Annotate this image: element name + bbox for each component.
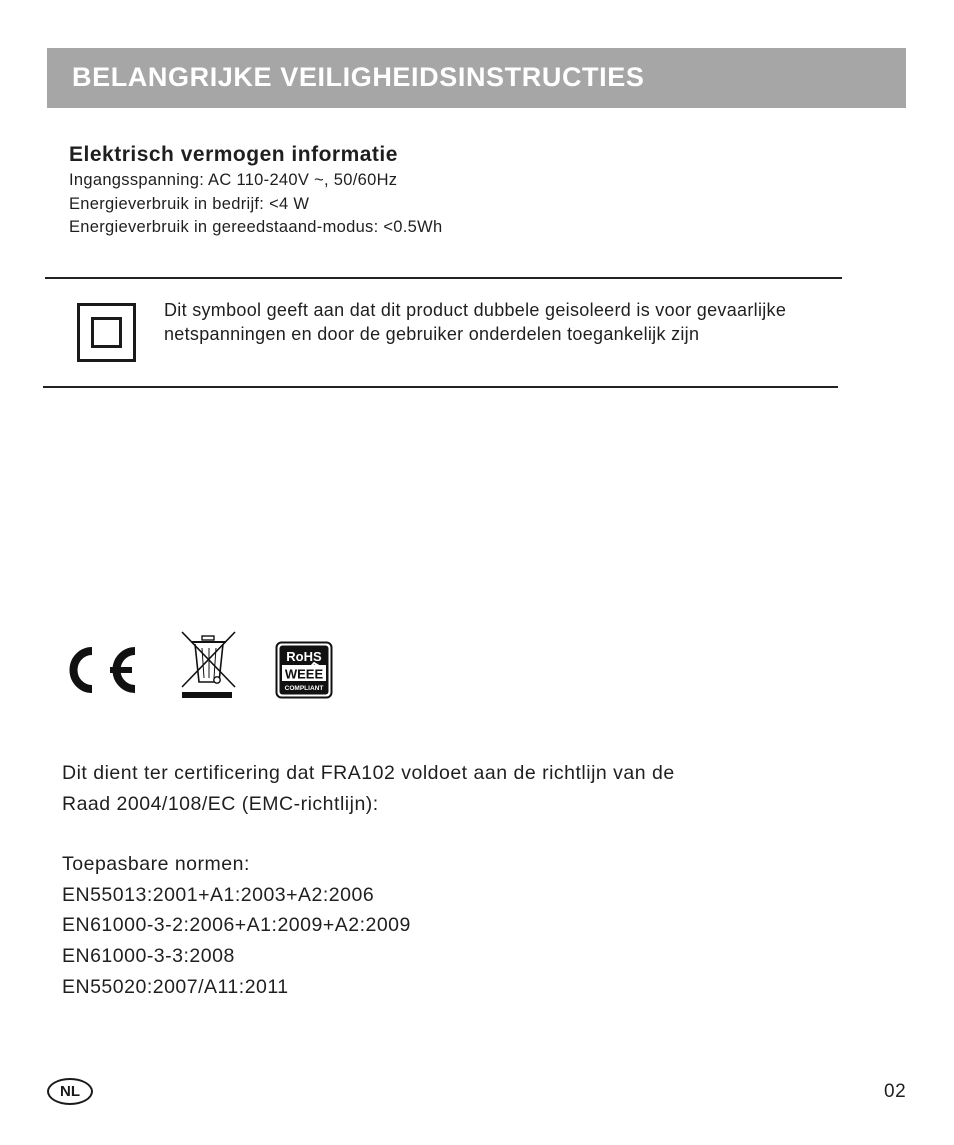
divider-top (45, 277, 842, 279)
double-insulation-text: Dit symbool geeft aan dat dit product dubbele geisoleerd is voor gevaarlijke netspanningen en door de gebruiker onderdelen toegankelijk zijn (164, 300, 787, 344)
compliance-line: Raad 2004/108/EC (EMC-richtlijn): (62, 792, 379, 815)
double-insulation-icon (77, 303, 136, 362)
standard-item: EN61000-3-2:2006+A1:2009+A2:2009 (62, 914, 411, 937)
language-badge: NL (47, 1078, 93, 1105)
power-info-line: Energieverbruik in bedrijf: <4 W (69, 194, 310, 213)
header-bar (47, 48, 906, 108)
power-info-line: Ingangsspanning: AC 110-240V ~, 50/60Hz (69, 171, 398, 189)
weee-label: WEEE (284, 666, 324, 682)
compliance-line: Dit dient ter certificering dat FRA102 voldoet aan de richtlijn van de (62, 762, 675, 784)
certification-logos (62, 630, 362, 705)
applicable-standards (62, 849, 411, 1003)
page-number: 02 (884, 1081, 907, 1102)
standard-item: EN55020:2007/A11:2011 (62, 975, 289, 998)
standard-item: EN55013:2001+A1:2003+A2:2006 (62, 883, 375, 906)
ce-mark-icon (62, 642, 140, 698)
rohs-weee-badge-icon (275, 641, 333, 699)
double-insulation-inner-square (91, 317, 122, 348)
standard-item: EN61000-3-3:2008 (62, 945, 235, 968)
crossed-out-bin-icon (180, 630, 238, 700)
power-info-section (69, 142, 443, 240)
page-title: BELANGRIJKE VEILIGHEIDSINSTRUCTIES (72, 62, 645, 92)
power-info-line: Energieverbruik in gereedstaand-modus: <0.5Wh (69, 218, 443, 236)
standards-heading: Toepasbare normen: (62, 853, 250, 875)
divider-bottom (43, 386, 838, 388)
power-info-heading: Elektrisch vermogen informatie (69, 143, 398, 166)
compliant-label: COMPLIANT (284, 685, 324, 692)
power-info-lines (69, 169, 443, 240)
rohs-label: RoHS (286, 649, 322, 664)
compliance-statement (62, 758, 862, 819)
